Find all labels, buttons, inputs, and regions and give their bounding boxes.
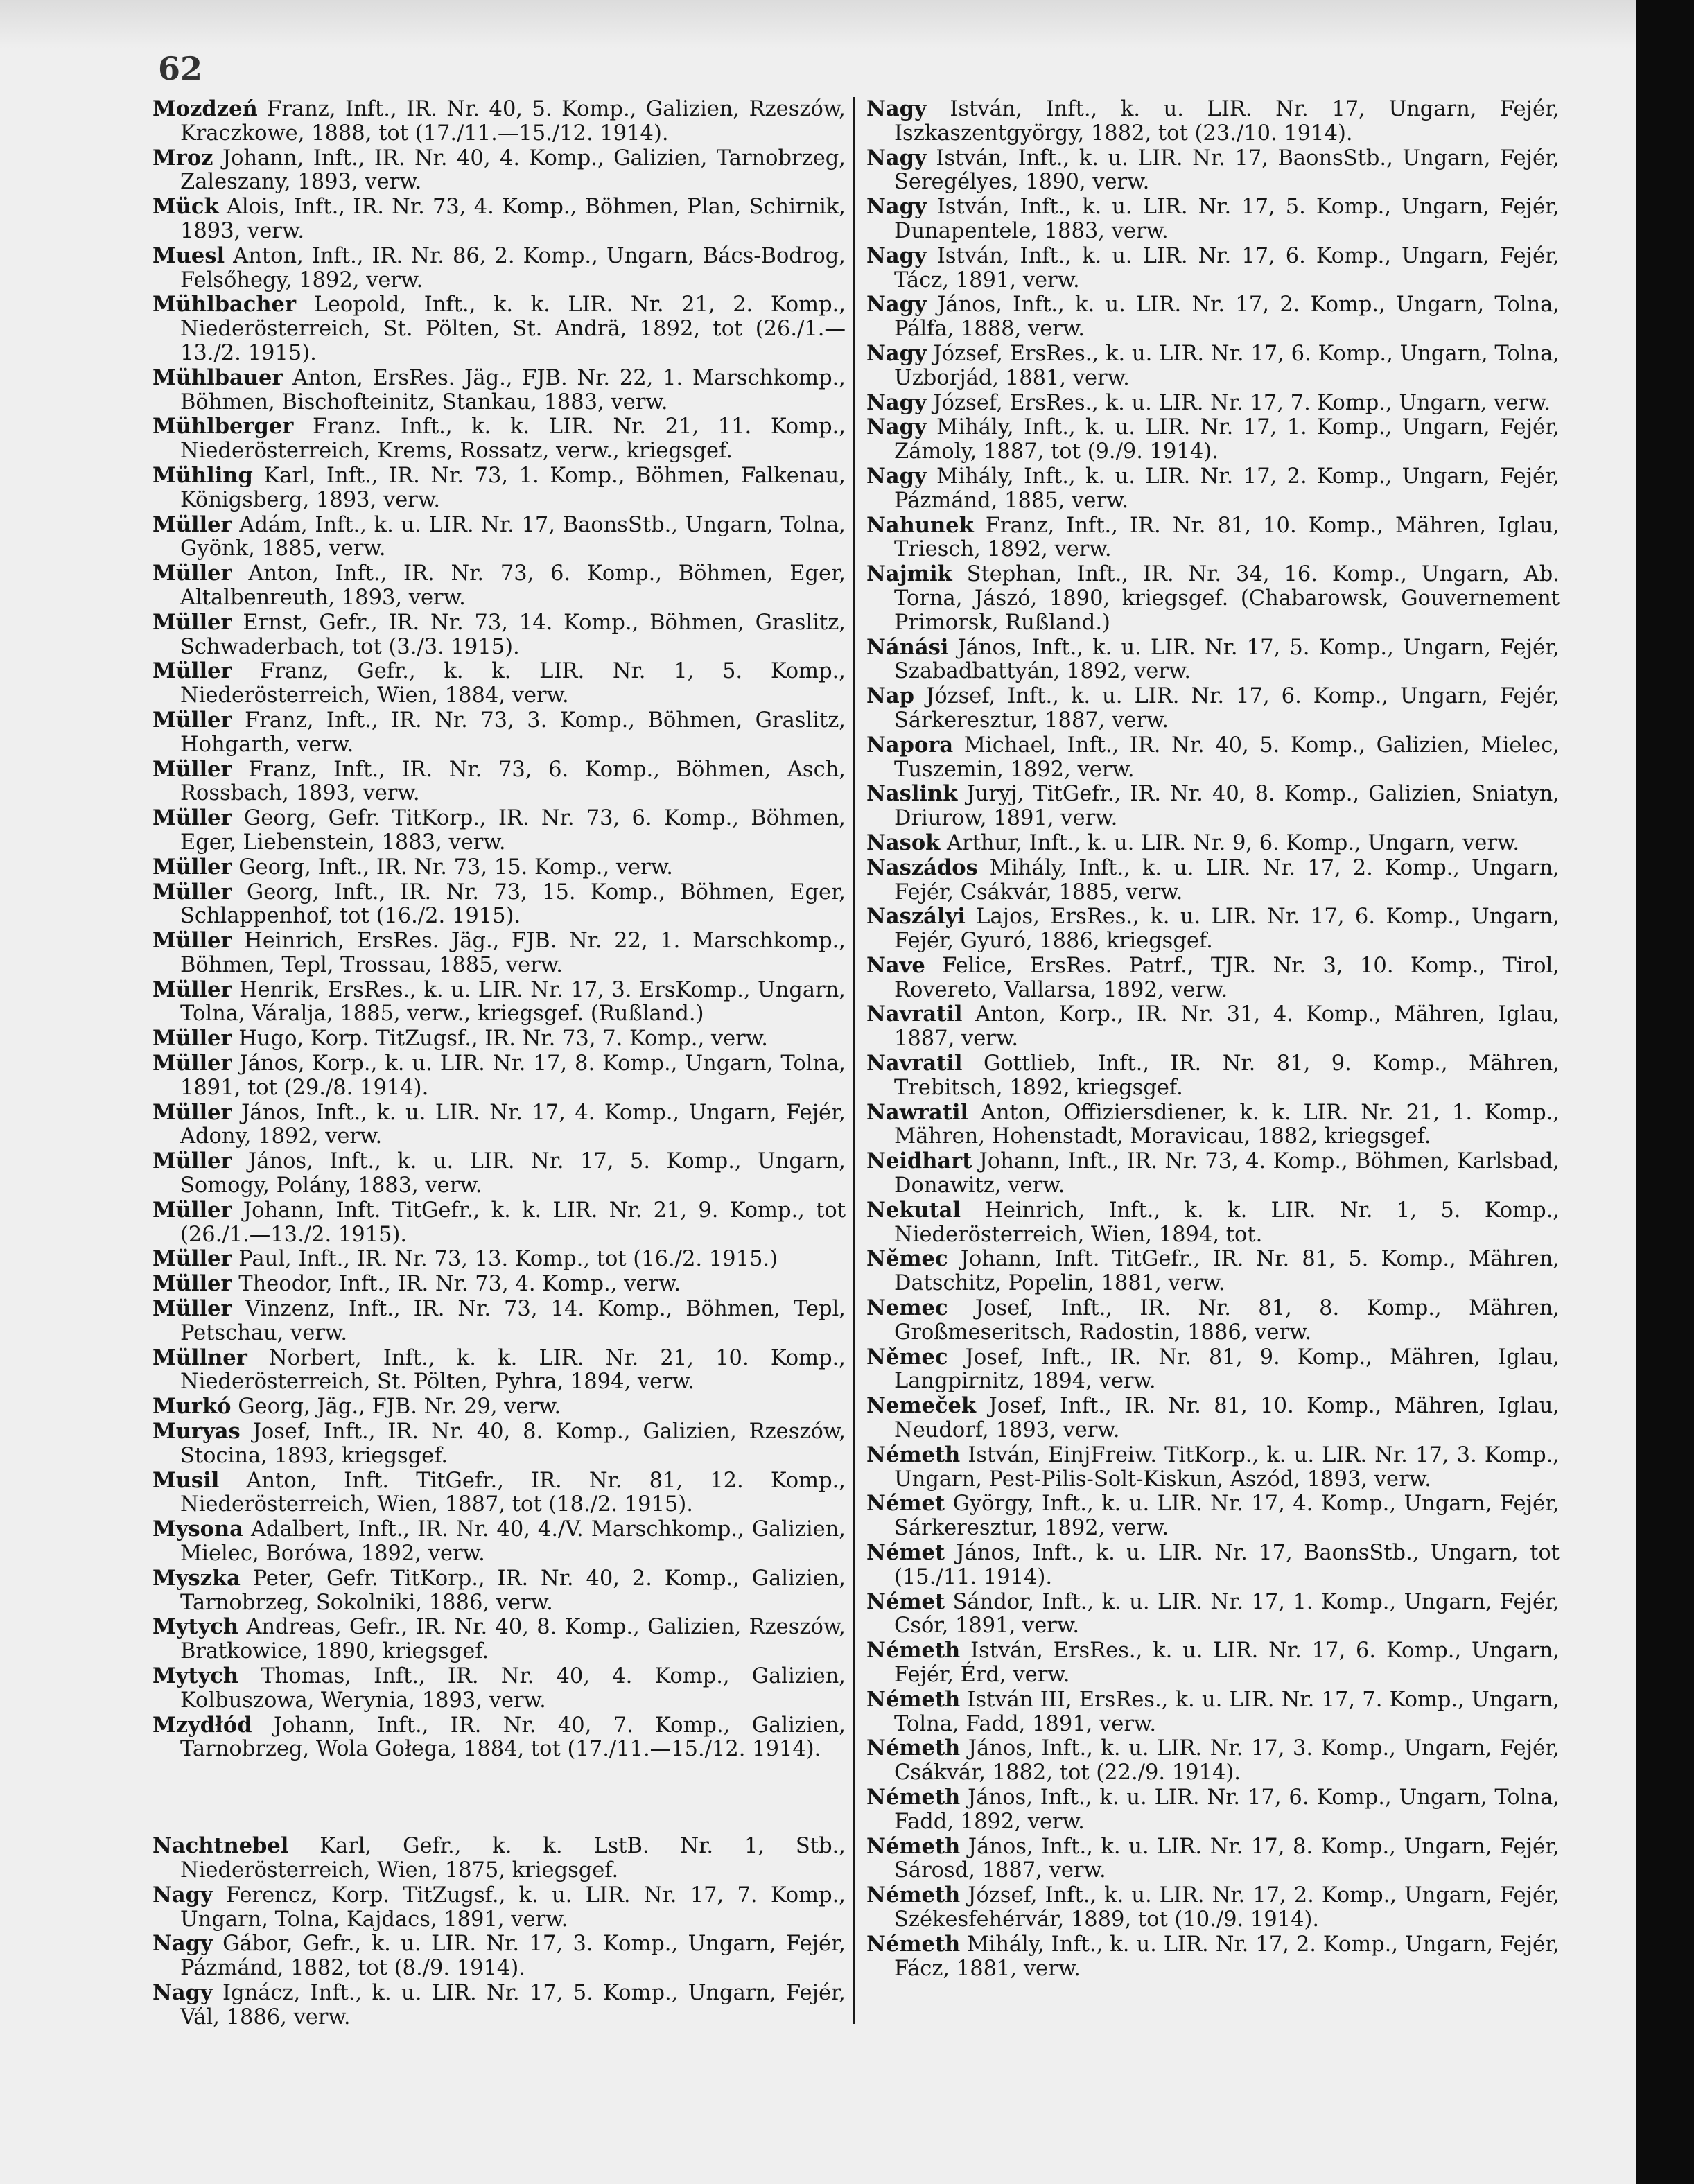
roster-entry [152,195,846,244]
roster-entry [866,1590,1560,1639]
entry-surname: Nagy [866,243,927,268]
roster-entry [152,1346,846,1395]
entry-details: Andreas, Gefr., IR. Nr. 40, 8. Komp., Galizien, Rzeszów, Bratkowice, 1890, kriegsgef. [180,1615,846,1664]
roster-entry [866,562,1560,635]
entry-surname: Nawratil [866,1099,968,1125]
entry-surname: Németh [866,1686,961,1712]
roster-entry [866,415,1560,464]
entry-surname: Mzydłód [152,1712,252,1738]
entry-surname: Müller [152,512,232,537]
scan-top-edge [0,0,1694,49]
entry-details: Franz, Gefr., k. k. LIR. Nr. 1, 5. Komp., Niederösterreich, Wien, 1884, verw. [180,659,846,708]
roster-entry [866,1101,1560,1150]
roster-entry [152,978,846,1027]
roster-entry [152,1883,846,1932]
entry-surname: Musil [152,1467,220,1493]
entry-surname: Müller [152,854,232,880]
entry-details: Josef, Inft., IR. Nr. 81, 8. Komp., Mähren, Großmeseritsch, Radostin, 1886, verw. [894,1296,1560,1345]
entry-surname: Napora [866,732,954,758]
entry-surname: Nave [866,952,925,978]
entry-surname: Navratil [866,1002,963,1027]
entry-surname: Nagy [152,1931,213,1957]
roster-entry [152,366,846,415]
entry-details: János, Inft., k. u. LIR. Nr. 17, 2. Komp., Ungarn, Tolna, Pálfa, 1888, verw. [894,292,1560,342]
entry-details: Thomas, Inft., IR. Nr. 40, 4. Komp., Galizien, Kolbuszowa, Werynia, 1893, verw. [180,1664,846,1713]
entry-surname: Nagy [152,1882,213,1907]
entry-details: Leopold, Inft., k. k. LIR. Nr. 21, 2. Komp., Niederösterreich, St. Pölten, St. Andrä, 1892, tot (26./1.—13./2. 1915). [180,292,846,365]
roster-entry [866,1002,1560,1051]
entry-details: Juryj, TitGefr., IR. Nr. 40, 8. Komp., Galizien, Sniatyn, Driurow, 1891, verw. [894,782,1560,831]
entry-surname: Müllner [152,1345,247,1370]
entry-details: János, Inft., k. u. LIR. Nr. 17, BaonsStb., Ungarn, tot (15./11. 1914). [894,1541,1560,1589]
entry-details: György, Inft., k. u. LIR. Nr. 17, 4. Komp., Ungarn, Fejér, Sárkeresztur, 1892, verw. [894,1492,1560,1541]
entry-surname: Nemeček [866,1393,977,1419]
roster-entry [152,929,846,978]
entry-surname: Najmik [866,561,952,587]
entry-details: József, ErsRes., k. u. LIR. Nr. 17, 7. Komp., Ungarn, verw. [933,390,1551,415]
entry-details: Adám, Inft., k. u. LIR. Nr. 17, BaonsStb., Ungarn, Tolna, Gyönk, 1885, verw. [180,512,846,561]
entry-surname: Nagy [866,194,927,220]
entry-details: Johann, Inft. TitGefr., IR. Nr. 81, 5. Komp., Mähren, Datschitz, Popelin, 1881, verw. [894,1247,1560,1296]
roster-entry [866,1443,1560,1492]
entry-details: István, Inft., k. u. LIR. Nr. 17, 6. Komp., Ungarn, Fejér, Tácz, 1891, verw. [894,243,1560,292]
entry-details: Johann, Inft., IR. Nr. 40, 7. Komp., Galizien, Tarnobrzeg, Wola Gołega, 1884, tot (17./11.—15./12. 1914). [180,1713,846,1762]
entry-surname: Németh [866,1833,961,1859]
roster-entry [866,684,1560,733]
entry-surname: Németh [866,1638,961,1663]
entry-details: Karl, Inft., IR. Nr. 73, 1. Komp., Böhmen, Falkenau, Königsberg, 1893, verw. [180,463,846,512]
entry-details: Heinrich, ErsRes. Jäg., FJB. Nr. 22, 1. Marschkomp., Böhmen, Tepl, Trossau, 1885, verw. [180,929,846,977]
right-column [866,97,1560,1981]
roster-entry [152,1198,846,1248]
entry-details: József, Inft., k. u. LIR. Nr. 17, 2. Komp., Ungarn, Fejér, Székesfehérvár, 1889, tot (10./9. 1914). [894,1883,1560,1932]
roster-entry [152,244,846,293]
entry-surname: Müller [152,928,232,954]
roster-entry [152,1713,846,1763]
entry-surname: Nánási [866,634,949,660]
roster-entry [866,1883,1560,1932]
entry-surname: Német [866,1491,945,1517]
entry-details: Anton, Inft., IR. Nr. 86, 2. Komp., Ungarn, Bács-Bodrog, Felsőhegy, 1892, verw. [180,243,846,292]
entry-surname: Német [866,1540,945,1566]
entry-surname: Mroz [152,145,213,171]
roster-entry [152,1981,846,2030]
entry-details: Michael, Inft., IR. Nr. 40, 5. Komp., Galizien, Mielec, Tuszemin, 1892, verw. [894,733,1560,782]
entry-details: János, Inft., k. u. LIR. Nr. 17, 6. Komp., Ungarn, Tolna, Fadd, 1892, verw. [894,1785,1560,1834]
roster-entry [152,708,846,758]
entry-surname: Mühling [152,462,253,488]
entry-details: Josef, Inft., IR. Nr. 81, 10. Komp., Mähren, Iglau, Neudorf, 1893, verw. [894,1394,1560,1443]
roster-entry [866,1835,1560,1884]
left-column [152,97,846,2030]
entry-surname: Müller [152,977,232,1002]
column-divider [853,97,855,2024]
entry-surname: Németh [866,1882,961,1908]
entry-details: Hugo, Korp. TitZugsf., IR. Nr. 73, 7. Komp., verw. [238,1027,768,1051]
roster-entry [866,244,1560,293]
roster-entry [866,146,1560,195]
entry-surname: Müller [152,756,232,782]
entry-surname: Mück [152,194,219,220]
roster-entry [866,1247,1560,1296]
entry-surname: Mytych [152,1614,239,1640]
roster-entry [152,1272,846,1297]
entry-details: Theodor, Inft., IR. Nr. 73, 4. Komp., verw. [238,1272,681,1297]
roster-entry [866,1492,1560,1541]
entry-surname: Mytych [152,1663,239,1688]
entry-details: Felice, ErsRes. Patrf., TJR. Nr. 3, 10. Komp., Tirol, Rovereto, Vallarsa, 1892, verw. [894,953,1560,1002]
roster-entry [866,1198,1560,1248]
entry-details: Vinzenz, Inft., IR. Nr. 73, 14. Komp., Böhmen, Tepl, Petschau, verw. [180,1297,846,1345]
roster-entry [866,1785,1560,1835]
entry-details: István, ErsRes., k. u. LIR. Nr. 17, 6. Komp., Ungarn, Fejér, Érd, verw. [894,1639,1560,1687]
roster-entry [152,414,846,464]
entry-details: Josef, Inft., IR. Nr. 81, 9. Komp., Mähren, Iglau, Langpirnitz, 1894, verw. [894,1345,1560,1394]
entry-details: János, Inft., k. u. LIR. Nr. 17, 5. Komp., Ungarn, Somogy, Polány, 1883, verw. [180,1149,846,1198]
entry-details: Peter, Gefr. TitKorp., IR. Nr. 40, 2. Komp., Galizien, Tarnobrzeg, Sokolniki, 1886, verw. [180,1566,846,1615]
entry-details: Georg, Jäg., FJB. Nr. 29, verw. [238,1395,561,1419]
entry-details: Anton, ErsRes. Jäg., FJB. Nr. 22, 1. Marschkomp., Böhmen, Bischofteinitz, Stankau, 1883, verw. [180,365,846,414]
roster-entry [866,856,1560,905]
roster-entry [866,1541,1560,1590]
entry-details: Johann, Inft. TitGefr., k. k. LIR. Nr. 21, 9. Komp., tot (26./1.—13./2. 1915). [180,1198,846,1247]
entry-surname: Naszályi [866,904,966,929]
entry-details: Franz, Inft., IR. Nr. 40, 5. Komp., Galizien, Rzeszów, Kraczkowe, 1888, tot (17./11.—15./12. 1914). [180,97,846,146]
entry-surname: Mühlberger [152,414,294,439]
entry-details: István, Inft., k. u. LIR. Nr. 17, Ungarn, Fejér, Iszkaszentgyörgy, 1882, tot (23./10. 1914). [894,97,1560,146]
entry-details: Paul, Inft., IR. Nr. 73, 13. Komp., tot (16./2. 1915.) [238,1247,778,1272]
entry-surname: Németh [866,1736,961,1761]
roster-entry [152,758,846,807]
entry-details: Franz, Inft., IR. Nr. 81, 10. Komp., Mähren, Iglau, Triesch, 1892, verw. [894,513,1560,562]
entry-surname: Nemec [866,1295,948,1321]
page-number: 62 [158,50,203,87]
roster-entry [866,831,1560,856]
roster-entry [866,195,1560,244]
entry-details: Mihály, Inft., k. u. LIR. Nr. 17, 2. Komp., Ungarn, Fejér, Fácz, 1881, verw. [894,1932,1560,1981]
entry-details: Alois, Inft., IR. Nr. 73, 4. Komp., Böhmen, Plan, Schirnik, 1893, verw. [180,195,846,243]
entry-surname: Nap [866,683,914,709]
entry-surname: Navratil [866,1051,963,1076]
roster-entry [866,342,1560,391]
roster-entry [866,464,1560,514]
roster-entry [152,1664,846,1713]
entry-surname: Naslink [866,781,958,807]
entry-details: János, Korp., k. u. LIR. Nr. 17, 8. Komp., Ungarn, Tolna, 1891, tot (29./8. 1914). [180,1051,846,1100]
entry-details: Mihály, Inft., k. u. LIR. Nr. 17, 1. Komp., Ungarn, Fejér, Zámoly, 1887, tot (9./9. 1914). [894,415,1560,464]
entry-details: Josef, Inft., IR. Nr. 40, 8. Komp., Galizien, Rzeszów, Stocina, 1893, kriegsgef. [180,1419,846,1468]
roster-entry [152,855,846,880]
entry-details: István, Inft., k. u. LIR. Nr. 17, BaonsStb., Ungarn, Fejér, Seregélyes, 1890, verw. [894,146,1560,195]
entry-details: Ferencz, Korp. TitZugsf., k. u. LIR. Nr. 17, 7. Komp., Ungarn, Tolna, Kajdacs, 1891, verw. [180,1882,846,1932]
roster-entry [152,1615,846,1664]
entry-surname: Nagy [152,1980,213,2005]
roster-entry [152,1247,846,1272]
entry-surname: Němec [866,1246,948,1272]
entry-details: Karl, Gefr., k. k. LstB. Nr. 1, Stb., Niederösterreich, Wien, 1875, kriegsgef. [180,1834,846,1882]
entry-details: Ernst, Gefr., IR. Nr. 73, 14. Komp., Böhmen, Graslitz, Schwaderbach, tot (3./3. 1915). [180,610,846,659]
roster-entry [866,954,1560,1003]
roster-entry [152,1297,846,1346]
entry-details: Ignácz, Inft., k. u. LIR. Nr. 17, 5. Komp., Ungarn, Fejér, Vál, 1886, verw. [180,1980,846,2029]
entry-details: Stephan, Inft., IR. Nr. 34, 16. Komp., Ungarn, Ab. Torna, Jászó, 1890, kriegsgef. (Chabarowsk, Gouvernement Primorsk, Rußland.) [894,562,1560,635]
entry-details: Franz, Inft., IR. Nr. 73, 6. Komp., Böhmen, Asch, Rossbach, 1893, verw. [180,757,846,806]
roster-entry [866,636,1560,685]
roster-entry [152,880,846,929]
entry-details: Mihály, Inft., k. u. LIR. Nr. 17, 2. Komp., Ungarn, Fejér, Pázmánd, 1885, verw. [894,464,1560,513]
entry-details: Mihály, Inft., k. u. LIR. Nr. 17, 2. Komp., Ungarn, Fejér, Csákvár, 1885, verw. [894,855,1560,905]
entry-surname: Nagy [866,414,927,440]
roster-entry [152,1419,846,1469]
entry-surname: Németh [866,1442,961,1467]
entry-surname: Murkó [152,1394,232,1419]
entry-details: Georg, Inft., IR. Nr. 73, 15. Komp., verw. [238,855,673,880]
roster-entry [152,611,846,660]
entry-surname: Nagy [866,96,927,121]
roster-entry [152,1469,846,1518]
entry-details: János, Inft., k. u. LIR. Nr. 17, 4. Komp., Ungarn, Fejér, Adony, 1892, verw. [180,1100,846,1149]
entry-surname: Mühlbauer [152,365,283,390]
entry-surname: Müller [152,658,232,684]
entry-details: Anton, Offiziersdiener, k. k. LIR. Nr. 21, 1. Komp., Mähren, Hohenstadt, Moravicau, 1882, kriegsgef. [894,1100,1560,1149]
roster-entry [866,292,1560,342]
entry-surname: Nagy [866,340,927,366]
entry-surname: Müller [152,1051,232,1076]
entry-details: Franz, Inft., IR. Nr. 73, 3. Komp., Böhmen, Graslitz, Hohgarth, verw. [180,708,846,757]
roster-entry [152,292,846,365]
entry-surname: Müller [152,1296,232,1322]
entry-details: Johann, Inft., IR. Nr. 40, 4. Komp., Galizien, Tarnobrzeg, Zaleszany, 1893, verw. [180,146,846,195]
entry-surname: Müller [152,1271,232,1297]
entry-surname: Németh [866,1784,961,1810]
roster-entry [152,659,846,708]
entry-surname: Nekutal [866,1197,961,1223]
entry-surname: Müller [152,707,232,733]
roster-entry [866,1736,1560,1785]
entry-details: István III, ErsRes., k. u. LIR. Nr. 17, 7. Komp., Ungarn, Tolna, Fadd, 1891, verw. [894,1687,1560,1736]
entry-details: Georg, Inft., IR. Nr. 73, 15. Komp., Böhmen, Eger, Schlappenhof, tot (16./2. 1915). [180,880,846,929]
roster-entry [152,1149,846,1198]
entry-surname: Nachtnebel [152,1833,289,1859]
roster-entry [866,1345,1560,1395]
entry-details: Lajos, ErsRes., k. u. LIR. Nr. 17, 6. Komp., Ungarn, Fejér, Gyuró, 1886, kriegsgef. [894,905,1560,954]
roster-entry [152,806,846,855]
entry-surname: Nagy [866,390,927,415]
roster-entry [866,97,1560,146]
section-gap [152,1762,846,1834]
roster-entry [866,391,1560,416]
entry-details: János, Inft., k. u. LIR. Nr. 17, 5. Komp., Ungarn, Fejér, Szabadbattyán, 1892, verw. [894,635,1560,684]
entry-surname: Németh [866,1931,961,1957]
roster-entry [866,1394,1560,1443]
entry-details: István, Inft., k. u. LIR. Nr. 17, 5. Komp., Ungarn, Fejér, Dunapentele, 1883, verw. [894,195,1560,243]
entry-details: Anton, Inft., IR. Nr. 73, 6. Komp., Böhmen, Eger, Altalbenreuth, 1893, verw. [180,561,846,610]
entry-details: József, Inft., k. u. LIR. Nr. 17, 6. Komp., Ungarn, Fejér, Sárkeresztur, 1887, verw. [894,684,1560,733]
entry-surname: Nasok [866,830,941,855]
entry-details: Heinrich, Inft., k. k. LIR. Nr. 1, 5. Komp., Niederösterreich, Wien, 1894, tot. [894,1198,1560,1247]
entry-surname: Mysona [152,1517,243,1542]
entry-surname: Muesl [152,243,225,268]
roster-entry [152,97,846,146]
entry-details: Gottlieb, Inft., IR. Nr. 81, 9. Komp., Mähren, Trebitsch, 1892, kriegsgef. [894,1051,1560,1100]
entry-details: Norbert, Inft., k. k. LIR. Nr. 21, 10. Komp., Niederösterreich, St. Pölten, Pyhra, 1894, verw. [180,1345,846,1395]
entry-details: Anton, Inft. TitGefr., IR. Nr. 81, 12. Komp., Niederösterreich, Wien, 1887, tot (18./2. 1915). [180,1468,846,1517]
entry-surname: Nagy [866,463,927,489]
roster-entry [152,1834,846,1883]
entry-surname: Mühlbacher [152,292,297,317]
roster-entry [866,1639,1560,1688]
roster-entry [152,1027,846,1051]
roster-entry [866,782,1560,831]
entry-surname: Myszka [152,1565,241,1591]
entry-details: Arthur, Inft., k. u. LIR. Nr. 9, 6. Komp., Ungarn, verw. [947,830,1520,855]
entry-surname: Naszádos [866,855,978,880]
entry-surname: Nagy [866,292,927,317]
entry-details: Gábor, Gefr., k. u. LIR. Nr. 17, 3. Komp., Ungarn, Fejér, Pázmánd, 1882, tot (8./9. 1914). [180,1932,846,1981]
entry-details: Sándor, Inft., k. u. LIR. Nr. 17, 1. Komp., Ungarn, Fejér, Csór, 1891, verw. [894,1589,1560,1639]
roster-entry [152,464,846,513]
roster-entry [866,1688,1560,1737]
entry-surname: Német [866,1589,945,1614]
roster-entry [152,1566,846,1616]
entry-surname: Němec [866,1344,948,1370]
roster-entry [152,513,846,562]
roster-entry [866,1296,1560,1345]
entry-surname: Müller [152,609,232,635]
entry-surname: Müller [152,1148,232,1174]
entry-details: Adalbert, Inft., IR. Nr. 40, 4./V. Marschkomp., Galizien, Mielec, Borówa, 1892, verw. [180,1517,846,1566]
entry-details: Henrik, ErsRes., k. u. LIR. Nr. 17, 3. ErsKomp., Ungarn, Tolna, Váralja, 1885, verw., kriegsgef. (Rußland.) [180,977,846,1027]
roster-entry [152,146,846,195]
roster-entry [866,514,1560,563]
entry-surname: Neidhart [866,1148,972,1174]
roster-entry [152,1517,846,1566]
entry-surname: Müller [152,1099,232,1125]
entry-details: József, ErsRes., k. u. LIR. Nr. 17, 6. Komp., Ungarn, Tolna, Uzborjád, 1881, verw. [894,341,1560,390]
roster-entry [866,905,1560,954]
roster-entry [866,1149,1560,1198]
entry-details: János, Inft., k. u. LIR. Nr. 17, 3. Komp., Ungarn, Fejér, Csákvár, 1882, tot (22./9. 1914). [894,1736,1560,1785]
entry-surname: Müller [152,1197,232,1223]
entry-surname: Müller [152,805,232,831]
roster-entry [152,1395,846,1419]
roster-entry [152,1051,846,1101]
entry-surname: Nagy [866,145,927,171]
entry-details: István, EinjFreiw. TitKorp., k. u. LIR. Nr. 17, 3. Komp., Ungarn, Pest-Pilis-Solt-Kiskun, Aszód, 1893, verw. [894,1442,1560,1492]
entry-surname: Muryas [152,1419,241,1444]
roster-entry [152,561,846,611]
entry-details: Johann, Inft., IR. Nr. 73, 4. Komp., Böhmen, Karlsbad, Donawitz, verw. [894,1149,1560,1198]
entry-surname: Müller [152,1246,232,1272]
roster-entry [866,733,1560,783]
entry-surname: Müller [152,879,232,905]
entry-details: Georg, Gefr. TitKorp., IR. Nr. 73, 6. Komp., Böhmen, Eger, Liebenstein, 1883, verw. [180,806,846,855]
entry-surname: Nahunek [866,512,974,538]
entry-details: Anton, Korp., IR. Nr. 31, 4. Komp., Mähren, Iglau, 1887, verw. [894,1002,1560,1051]
roster-entry [152,1101,846,1150]
entry-surname: Mozdzeń [152,96,258,121]
entry-surname: Müller [152,561,232,586]
entry-details: János, Inft., k. u. LIR. Nr. 17, 8. Komp., Ungarn, Fejér, Sárosd, 1887, verw. [894,1834,1560,1883]
roster-entry [152,1932,846,1981]
scan-dark-margin [1636,0,1694,2184]
entry-surname: Müller [152,1026,232,1051]
entry-details: Franz. Inft., k. k. LIR. Nr. 21, 11. Komp., Niederösterreich, Krems, Rossatz, verw., kriegsgef. [180,414,846,464]
roster-entry [866,1051,1560,1101]
roster-entry [866,1932,1560,1982]
